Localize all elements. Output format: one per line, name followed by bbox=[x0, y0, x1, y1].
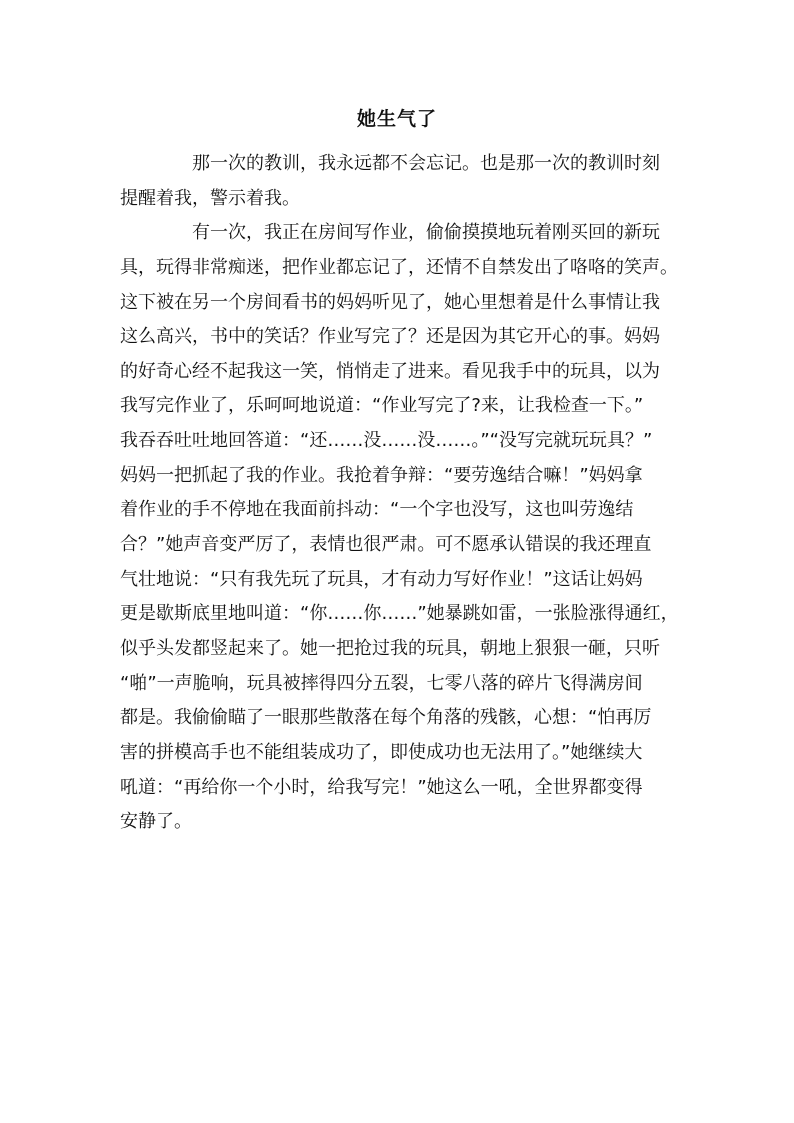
paragraph-line: 安静了。 bbox=[120, 811, 192, 833]
paragraph-line: 那一次的教训，我永远都不会忘记。也是那一次的教训时刻 bbox=[192, 153, 660, 174]
paragraph-line: 我吞吞吐吐地回答道：“还……没……没……。”“没写完就玩玩具？” bbox=[120, 430, 653, 452]
paragraph-line: 害的拼模高手也不能组装成功了，即使成功也无法用了。”她继续大 bbox=[120, 741, 643, 763]
paragraph-line: 妈妈一把抓起了我的作业。我抢着争辩：“要劳逸结合嘛！”妈妈拿 bbox=[120, 464, 643, 486]
paragraph-line: 有一次，我正在房间写作业，偷偷摸摸地玩着刚买回的新玩 bbox=[192, 222, 660, 244]
paragraph-line: 提醒着我，警示着我。 bbox=[120, 187, 300, 209]
document-title: 她生气了 bbox=[356, 108, 437, 130]
paragraph-line: 具，玩得非常痴迷，把作业都忘记了，还情不自禁发出了咯咯的笑声。 bbox=[120, 256, 678, 278]
document-body bbox=[120, 147, 680, 840]
paragraph-line: 气壮地说：“只有我先玩了玩具，才有动力写好作业！”这话让妈妈 bbox=[120, 568, 643, 590]
paragraph-line: 都是。我偷偷瞄了一眼那些散落在每个角落的残骸，心想：“怕再厉 bbox=[120, 707, 652, 729]
paragraph-line: 这下被在另一个房间看书的妈妈听见了，她心里想着是什么事情让我 bbox=[120, 291, 660, 313]
paragraph-line: 似乎头发都竖起来了。她一把抢过我的玩具，朝地上狠狠一砸，只听 bbox=[120, 637, 660, 659]
paragraph-line: 的好奇心经不起我这一笑，悄悄走了进来。看见我手中的玩具，以为 bbox=[120, 360, 660, 382]
paragraph-line: 着作业的手不停地在我面前抖动：“一个字也没写，这也叫劳逸结 bbox=[120, 499, 634, 521]
paragraph-line: 吼道：“再给你一个小时，给我写完！”她这么一吼，全世界都变得 bbox=[120, 776, 643, 798]
paragraph-line: 这么高兴，书中的笑话？作业写完了？还是因为其它开心的事。妈妈 bbox=[120, 326, 660, 348]
paragraph-line: 我写完作业了，乐呵呵地说道：“作业写完了?来，让我检查一下。” bbox=[120, 395, 644, 417]
paragraph-line: “啪”一声脆响，玩具被摔得四分五裂，七零八落的碎片飞得满房间 bbox=[120, 672, 643, 694]
paragraph-line: 更是歇斯底里地叫道：“你……你……”她暴跳如雷，一张脸涨得通红， bbox=[120, 603, 679, 625]
paragraph-line: 合？”她声音变严厉了，表情也很严肃。可不愿承认错误的我还理直 bbox=[120, 534, 652, 556]
